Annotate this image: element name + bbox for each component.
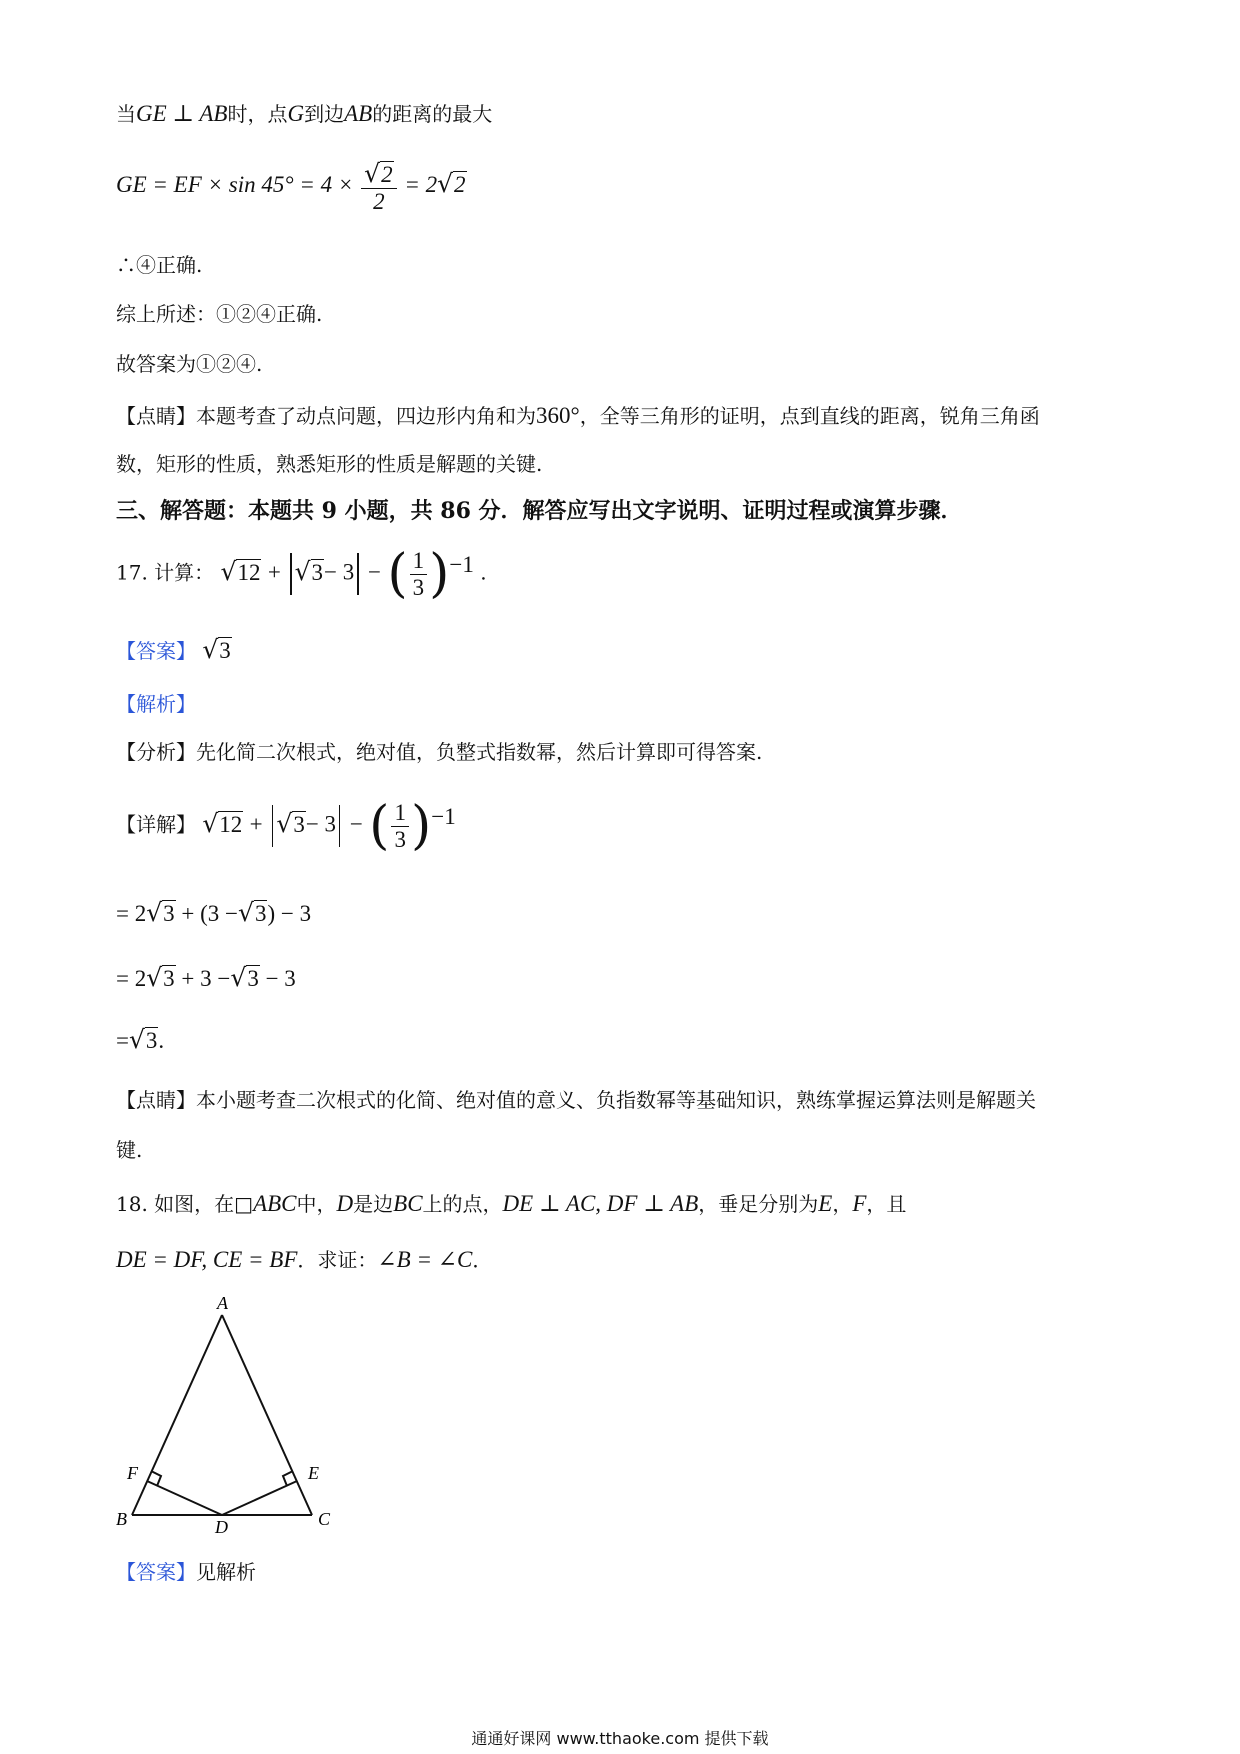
question-17: 17. 计算： √12 + √3− 3 − ( $\frac{1}{3}$ )$^{-1}$ . — [116, 544, 487, 604]
math: GE ⊥ AB — [136, 101, 228, 126]
exponent: −1 — [449, 551, 474, 577]
step-2: = 2√3 + 3 −√3 − 3 — [116, 963, 296, 992]
label-E: E — [308, 1463, 319, 1483]
text: 【点睛】本题考查了动点问题，四边形内角和为 — [116, 404, 536, 428]
label-C: C — [318, 1509, 331, 1529]
abs-bar — [290, 553, 291, 595]
text-line-4: 综上所述：①②④正确. — [116, 302, 323, 326]
comment-17b: 键. — [116, 1138, 143, 1162]
numerator: 1 — [410, 548, 428, 574]
text: . — [480, 560, 487, 585]
label-A: A — [217, 1295, 228, 1313]
step-1: = 2√3 + (3 −√3) − 3 — [116, 898, 312, 927]
text-line-7: 数，矩形的性质，熟悉矩形的性质是解题的关键. — [116, 452, 543, 476]
abs-bar — [272, 805, 273, 847]
math: G — [287, 101, 305, 126]
operator: − — [349, 811, 363, 837]
answer-17: 【答案】 √3 — [116, 635, 231, 664]
question-18-line1: 18. 如图，在□ABC中，D是边BC上的点，DE ⊥ AC, DF ⊥ AB，垂足分别为E，F，且 — [116, 1191, 907, 1216]
formula-ge: GE = EF × sin 45° = 4 × $\frac{√2}{2}$ = 2√2 — [116, 159, 466, 214]
comment-17a: 【点睛】本小题考查二次根式的化简、绝对值的意义、负指数幂等基础知识，熟练掌握运算法则是解题关 — [116, 1088, 1036, 1112]
answer-label: 【答案】 — [116, 639, 196, 663]
radicand: 3 — [311, 559, 323, 585]
formula-part: GE = EF × sin 45° = 4 × — [116, 172, 354, 198]
denominator: 2 — [373, 188, 385, 214]
math: 360° — [536, 403, 580, 428]
formula-part: = 2 — [404, 172, 438, 198]
text: 时，点 — [227, 102, 288, 126]
operator: − 3 — [305, 811, 337, 837]
radicand: 3 — [293, 811, 305, 837]
detail-17: 【详解】 √12 + √3− 3 − ( $\frac{1}{3}$ )$^{-1}$ — [116, 796, 456, 856]
question-18-line2: DE = DF, CE = BF．求证：∠B = ∠C． — [116, 1247, 493, 1272]
radicand: 2 — [381, 162, 393, 187]
operator: − — [367, 559, 381, 585]
section-heading: 三、解答题：本题共 9 小题，共 86 分．解答应写出文字说明、证明过程或演算步骤． — [116, 498, 963, 524]
step-3: =√3. — [116, 1025, 165, 1054]
label-D: D — [215, 1517, 228, 1537]
abs-bar — [339, 805, 340, 847]
radicand: 2 — [454, 172, 466, 198]
operator: + — [249, 811, 263, 837]
page-footer: 通通好课网 www.tthaoke.com 提供下载 — [471, 1729, 769, 1748]
analysis-text: 【分析】先化简二次根式，绝对值，负整式指数幂，然后计算即可得答案. — [116, 740, 763, 764]
numerator: 1 — [391, 800, 409, 826]
text: 的距离的最大 — [372, 102, 493, 126]
operator: − 3 — [324, 559, 355, 585]
question-number: 17. 计算： — [116, 560, 215, 585]
text-line-3: ∴④正确. — [116, 253, 203, 277]
answer-label: 【答案】 — [116, 1560, 196, 1584]
math: AB — [344, 101, 373, 126]
answer-18 — [116, 1560, 256, 1584]
text: 当 — [116, 102, 136, 126]
text-line-6 — [116, 402, 1040, 430]
denominator: 3 — [394, 826, 406, 852]
analysis-label: 【解析】 — [116, 692, 196, 716]
triangle-figure — [100, 1295, 360, 1555]
radicand: 3 — [219, 638, 231, 663]
exponent: −1 — [431, 803, 456, 829]
radicand: 12 — [237, 559, 261, 585]
label-B: B — [116, 1509, 127, 1529]
detail-label: 【详解】 — [116, 812, 196, 837]
text: ，全等三角形的证明，点到直线的距离，锐角三角函 — [579, 404, 1040, 428]
text: 到边 — [304, 102, 345, 126]
text-line-5: 故答案为①②④. — [116, 352, 263, 376]
text-line-1 — [116, 100, 492, 128]
operator: + — [267, 559, 281, 585]
denominator: 3 — [412, 574, 425, 600]
label-F: F — [127, 1463, 138, 1483]
fraction: $\frac{√2}{2}$ — [361, 160, 396, 214]
answer-text: 见解析 — [196, 1560, 256, 1584]
radicand: 12 — [219, 811, 243, 837]
abs-bar — [357, 553, 358, 595]
